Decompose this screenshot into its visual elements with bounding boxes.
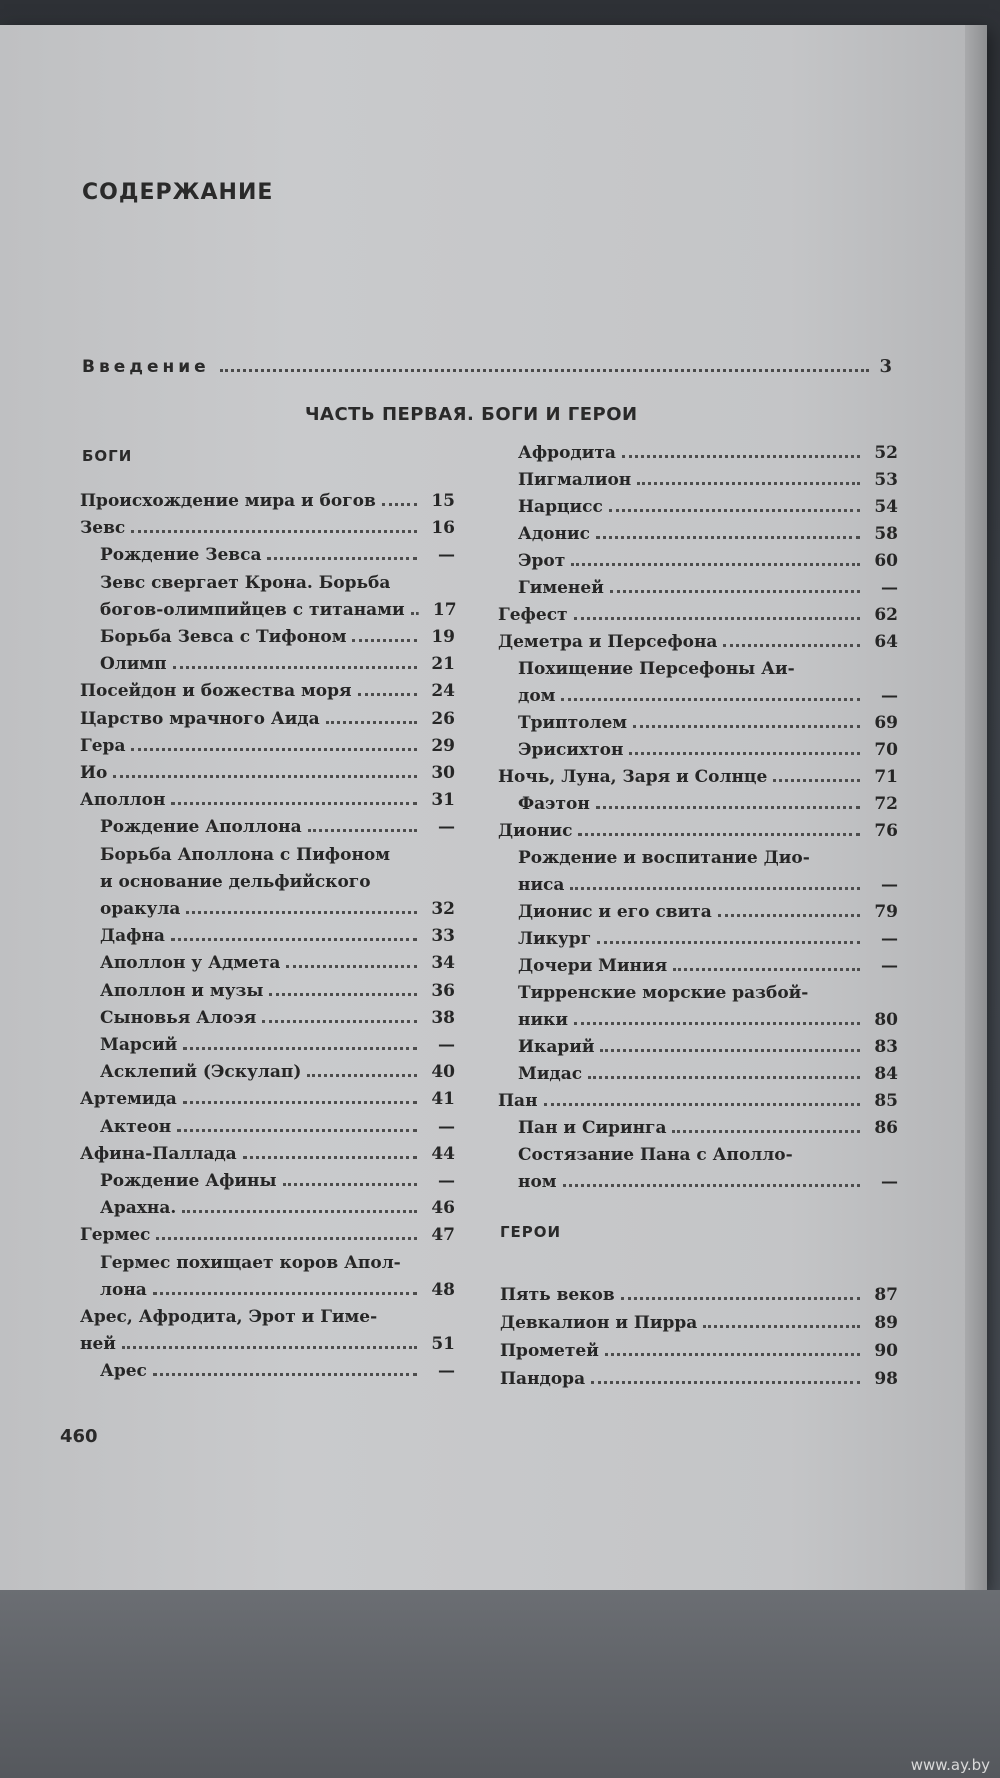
toc-entry-page: 41 xyxy=(431,1089,455,1110)
toc-entry xyxy=(100,1358,455,1385)
toc-entry xyxy=(80,1304,455,1331)
toc-entry-page: 87 xyxy=(874,1285,898,1305)
toc-entry-page: 84 xyxy=(874,1064,898,1084)
toc-entry-title: Адонис xyxy=(518,524,590,544)
toc-entry-title: Фаэтон xyxy=(518,794,590,814)
toc-entry xyxy=(100,1005,455,1032)
toc-entry-page: 64 xyxy=(874,632,898,652)
toc-entry-title: Артемида xyxy=(80,1089,177,1110)
toc-entry-page: 52 xyxy=(874,443,898,463)
toc-entry-title: Ночь, Луна, Заря и Солнце xyxy=(498,767,768,787)
part-title: ЧАСТЬ ПЕРВАЯ. БОГИ И ГЕРОИ xyxy=(305,404,638,425)
toc-entry-title: Марсий xyxy=(100,1035,178,1055)
leader-dots xyxy=(183,1091,417,1104)
toc-entry-page: 16 xyxy=(431,518,455,539)
toc-entry xyxy=(100,1168,455,1195)
toc-entry xyxy=(100,597,455,624)
toc-entry xyxy=(518,710,898,737)
leader-dots xyxy=(597,931,860,944)
toc-entry xyxy=(498,629,898,656)
toc-intro-row xyxy=(82,356,892,384)
toc-entry xyxy=(80,706,455,733)
leader-dots xyxy=(571,553,860,566)
toc-entry xyxy=(518,1061,898,1088)
toc-entry-title: Пигмалион xyxy=(518,470,632,490)
toc-entry-title: лона xyxy=(100,1279,147,1300)
leader-dots xyxy=(153,1282,417,1295)
toc-entry-page: — xyxy=(881,956,898,976)
toc-entry xyxy=(80,1086,455,1113)
leader-dots xyxy=(718,904,860,917)
toc-entry xyxy=(518,845,898,872)
toc-entry xyxy=(518,1142,898,1169)
toc-entry-page: 30 xyxy=(431,763,455,783)
toc-entry-title: Рождение и воспитание Дио- xyxy=(518,848,810,868)
leader-dots xyxy=(591,1371,860,1384)
toc-entry xyxy=(518,899,898,926)
toc-entry xyxy=(518,467,898,494)
toc-entry xyxy=(100,1059,455,1086)
page-number: 460 xyxy=(60,1426,98,1447)
toc-entry-page: — xyxy=(881,875,898,895)
toc-entry-page: 24 xyxy=(431,681,455,702)
toc-entry-page: 98 xyxy=(874,1369,898,1389)
leader-dots xyxy=(131,520,417,533)
toc-entry-title: Похищение Персефоны Аи- xyxy=(518,659,795,679)
toc-entry xyxy=(518,791,898,818)
leader-dots xyxy=(544,1093,860,1106)
toc-entry-title: Олимп xyxy=(100,654,167,675)
toc-entry-title: Пан xyxy=(498,1091,538,1111)
leader-dots xyxy=(382,493,417,506)
toc-entry-title: богов-олимпийцев с титанами xyxy=(100,599,405,620)
toc-entry xyxy=(100,624,455,651)
toc-entry-title: Гименей xyxy=(518,578,604,598)
toc-entry-page: 62 xyxy=(874,605,898,625)
leader-dots xyxy=(574,607,860,620)
toc-entry-title: Ио xyxy=(80,763,108,783)
toc-entry-title: Мидас xyxy=(518,1064,583,1084)
toc-entry-page: 89 xyxy=(874,1313,898,1333)
leader-dots xyxy=(609,499,860,512)
toc-entry-page: 90 xyxy=(874,1341,898,1361)
leader-dots xyxy=(326,711,417,724)
toc-entry-title: Гермес xyxy=(80,1225,151,1246)
toc-entry-page: — xyxy=(438,1035,455,1055)
toc-entry-title: Тирренские морские разбой- xyxy=(518,983,809,1003)
leader-dots xyxy=(177,1119,417,1132)
toc-entry-page: — xyxy=(881,929,898,949)
toc-entry xyxy=(518,656,898,683)
leader-dots xyxy=(570,877,860,890)
toc-entry-title: Арес xyxy=(100,1361,147,1382)
table-surface xyxy=(0,1590,1000,1778)
toc-entry xyxy=(100,1277,455,1304)
leader-dots xyxy=(596,526,860,539)
toc-entry xyxy=(80,733,455,760)
toc-entry-title: Аполлон у Адмета xyxy=(100,953,281,974)
toc-entry-page: 44 xyxy=(431,1143,455,1164)
toc-entry xyxy=(518,1034,898,1061)
toc-entry-page: 71 xyxy=(874,767,898,787)
toc-entry xyxy=(500,1282,898,1309)
leader-dots xyxy=(672,1120,860,1133)
leader-dots xyxy=(153,1363,417,1376)
toc-entry-title: Зевс свергает Крона. Борьба xyxy=(100,572,391,593)
toc-entry-title: Царство мрачного Аида xyxy=(80,708,320,729)
leader-dots xyxy=(411,602,419,615)
leader-dots xyxy=(173,656,417,669)
leader-dots xyxy=(622,445,860,458)
toc-entry-title: Нарцисс xyxy=(518,497,603,517)
toc-entry-page: 40 xyxy=(431,1062,455,1083)
toc-entry-title: Икарий xyxy=(518,1037,595,1057)
toc-entry-title: Асклепий (Эскулап) xyxy=(100,1062,302,1083)
toc-entry-title: ники xyxy=(518,1010,568,1030)
leader-dots xyxy=(220,357,870,372)
toc-entry xyxy=(100,651,455,678)
toc-entry xyxy=(500,1366,898,1393)
toc-entry-title: Дионис xyxy=(498,821,573,841)
leader-dots xyxy=(182,1200,417,1213)
toc-entry xyxy=(518,494,898,521)
toc-entry-title: оракула xyxy=(100,899,181,919)
section-heading-gods: БОГИ xyxy=(82,447,133,465)
toc-entry-title: Пан и Сиринга xyxy=(518,1118,667,1138)
toc-entry-page: — xyxy=(438,1116,455,1137)
toc-entry-title: Афина-Паллада xyxy=(80,1143,237,1164)
toc-entry-page: 15 xyxy=(431,491,455,511)
leader-dots xyxy=(621,1287,860,1300)
toc-entry-page: 21 xyxy=(431,654,455,675)
leader-dots xyxy=(156,1227,417,1240)
toc-entry-title: Аполлон и музы xyxy=(100,980,264,1001)
toc-entry xyxy=(100,869,455,896)
toc-entry xyxy=(500,1310,898,1337)
toc-entry-page: 79 xyxy=(874,902,898,922)
toc-entry xyxy=(80,1222,455,1249)
toc-entry-page: 47 xyxy=(431,1225,455,1246)
toc-entry xyxy=(80,515,455,542)
toc-entry-page: 34 xyxy=(431,953,455,974)
leader-dots xyxy=(703,1315,860,1328)
leader-dots xyxy=(307,1064,417,1077)
toc-entry-title: ном xyxy=(518,1172,557,1192)
toc-entry-title: Борьба Зевса с Тифоном xyxy=(100,627,347,647)
toc-entry-page: 85 xyxy=(874,1091,898,1111)
toc-entry xyxy=(100,1114,455,1141)
toc-entry xyxy=(80,760,455,787)
toc-entry-title: Гермес похищает коров Апол- xyxy=(100,1252,401,1273)
toc-entry-page: 83 xyxy=(874,1037,898,1057)
toc-entry xyxy=(498,1088,898,1115)
toc-entry-page: — xyxy=(881,1172,898,1192)
toc-entry-page: 46 xyxy=(431,1198,455,1219)
leader-dots xyxy=(171,792,417,805)
leader-dots xyxy=(629,742,860,755)
toc-entry-title: Рождение Аполлона xyxy=(100,817,302,838)
toc-entry xyxy=(518,683,898,710)
toc-entry xyxy=(518,1115,898,1142)
toc-entry-page: 86 xyxy=(874,1118,898,1138)
leader-dots xyxy=(723,634,860,647)
toc-entry xyxy=(100,1250,455,1277)
leader-dots xyxy=(186,901,417,914)
leader-dots xyxy=(574,1012,860,1025)
page-edge xyxy=(965,25,987,1590)
toc-entry xyxy=(100,978,455,1005)
leader-dots xyxy=(262,1010,417,1023)
toc-entry-title: Прометей xyxy=(500,1341,599,1361)
toc-entry-page: 33 xyxy=(431,926,455,947)
toc-entry-page: 80 xyxy=(874,1010,898,1030)
leader-dots xyxy=(610,580,860,593)
toc-entry-page: — xyxy=(438,545,455,566)
toc-entry xyxy=(498,818,898,845)
toc-entry xyxy=(80,678,455,705)
leader-dots xyxy=(171,928,417,941)
toc-entry xyxy=(518,737,898,764)
leader-dots xyxy=(358,683,417,696)
toc-entry xyxy=(518,548,898,575)
toc-entry xyxy=(518,575,898,602)
toc-entry xyxy=(518,953,898,980)
leader-dots xyxy=(596,796,860,809)
leader-dots xyxy=(600,1039,860,1052)
toc-entry-title: ниса xyxy=(518,875,565,895)
toc-entry-page: — xyxy=(438,1171,455,1191)
leader-dots xyxy=(563,1174,860,1187)
toc-entry-title: Пандора xyxy=(500,1369,586,1389)
toc-entry xyxy=(518,980,898,1007)
page-title: СОДЕРЖАНИЕ xyxy=(82,180,274,205)
leader-dots xyxy=(286,955,417,968)
toc-entry-page: 76 xyxy=(874,821,898,841)
toc-entry xyxy=(100,814,455,841)
toc-entry-page: 48 xyxy=(431,1279,455,1300)
toc-entry xyxy=(500,1338,898,1365)
toc-entry-title: Состязание Пана с Аполло- xyxy=(518,1145,793,1165)
toc-entry-page: 72 xyxy=(874,794,898,814)
toc-entry-title: Актеон xyxy=(100,1116,172,1137)
leader-dots xyxy=(131,738,417,751)
toc-entry xyxy=(100,542,455,569)
toc-entry-title: Эрот xyxy=(518,551,566,571)
toc-entry-title: Арахна. xyxy=(100,1198,177,1219)
leader-dots xyxy=(578,823,860,836)
leader-dots xyxy=(633,715,860,728)
toc-entry-page: — xyxy=(881,686,898,706)
toc-entry xyxy=(80,488,455,515)
leader-dots xyxy=(773,769,860,782)
toc-entry-title: Дафна xyxy=(100,926,165,947)
toc-entry xyxy=(100,1032,455,1059)
toc-entry xyxy=(498,764,898,791)
toc-entry-title: Происхождение мира и богов xyxy=(80,491,376,511)
toc-entry-title: Гера xyxy=(80,735,126,756)
toc-entry-page: 29 xyxy=(431,735,455,756)
toc-entry-page: 54 xyxy=(874,497,898,517)
toc-entry-title: Арес, Афродита, Эрот и Гиме- xyxy=(80,1307,378,1327)
leader-dots xyxy=(605,1343,860,1356)
section-heading-heroes: ГЕРОИ xyxy=(500,1223,562,1241)
toc-entry-title: Дионис и его свита xyxy=(518,902,712,922)
toc-entry-page: — xyxy=(438,817,455,838)
toc-entry-title: Ликург xyxy=(518,929,592,949)
toc-entry-page: 53 xyxy=(874,470,898,490)
toc-entry xyxy=(518,1169,898,1196)
toc-entry-page: 31 xyxy=(431,790,455,811)
toc-entry xyxy=(518,926,898,953)
toc-entry-title: Рождение Зевса xyxy=(100,545,262,566)
toc-entry-page: — xyxy=(438,1361,455,1382)
toc-entry-title: Посейдон и божества моря xyxy=(80,681,352,702)
leader-dots xyxy=(352,629,417,642)
toc-entry-title: Эрисихтон xyxy=(518,740,624,760)
toc-entry-page: 60 xyxy=(874,551,898,571)
toc-entry xyxy=(100,570,455,597)
leader-dots xyxy=(122,1336,417,1349)
toc-entry xyxy=(518,1007,898,1034)
toc-entry-page: 69 xyxy=(874,713,898,733)
toc-entry-title: Аполлон xyxy=(80,790,166,811)
toc-entry-page: 19 xyxy=(431,627,455,647)
leader-dots xyxy=(561,688,860,701)
toc-entry-title: дом xyxy=(518,686,556,706)
leader-dots xyxy=(673,958,860,971)
leader-dots xyxy=(283,1173,418,1186)
toc-entry-title: ней xyxy=(80,1334,116,1355)
toc-entry-title: Афродита xyxy=(518,443,616,463)
toc-entry xyxy=(100,896,455,923)
leader-dots xyxy=(267,547,417,560)
toc-entry-page: — xyxy=(881,578,898,598)
toc-entry-title: Триптолем xyxy=(518,713,628,733)
toc-entry xyxy=(518,521,898,548)
leader-dots xyxy=(269,983,417,996)
toc-entry-title: Деметра и Персефона xyxy=(498,632,718,652)
toc-entry-page: 70 xyxy=(874,740,898,760)
toc-entry-title: Гефест xyxy=(498,605,568,625)
toc-entry xyxy=(100,950,455,977)
toc-intro-label: Введение xyxy=(82,357,210,377)
toc-entry-title: Рождение Афины xyxy=(100,1171,277,1191)
toc-entry xyxy=(100,923,455,950)
leader-dots xyxy=(183,1037,417,1050)
toc-entry xyxy=(80,1331,455,1358)
toc-entry-page: 58 xyxy=(874,524,898,544)
toc-intro-page: 3 xyxy=(879,356,892,377)
toc-entry-title: Сыновья Алоэя xyxy=(100,1007,257,1028)
watermark: www.ay.by xyxy=(910,1756,990,1774)
toc-entry-title: Борьба Аполлона с Пифоном xyxy=(100,844,391,865)
toc-entry xyxy=(100,1195,455,1222)
toc-entry xyxy=(498,602,898,629)
toc-entry-title: и основание дельфийского xyxy=(100,871,371,892)
leader-dots xyxy=(588,1066,860,1079)
toc-entry xyxy=(100,842,455,869)
toc-entry xyxy=(518,440,898,467)
toc-entry-title: Пять веков xyxy=(500,1285,615,1305)
leader-dots xyxy=(113,765,417,778)
toc-entry-title: Дочери Миния xyxy=(518,956,668,976)
toc-entry-page: 51 xyxy=(431,1334,455,1355)
toc-entry-title: Девкалион и Пирра xyxy=(500,1313,698,1333)
leader-dots xyxy=(637,472,860,485)
toc-entry-page: 17 xyxy=(432,599,457,620)
toc-entry xyxy=(518,872,898,899)
toc-entry-page: 36 xyxy=(431,980,455,1001)
toc-entry-page: 32 xyxy=(431,899,455,919)
toc-entry-page: 26 xyxy=(431,708,455,729)
toc-entry-title: Зевс xyxy=(80,518,126,539)
leader-dots xyxy=(243,1146,417,1159)
toc-entry xyxy=(80,787,455,814)
toc-entry xyxy=(80,1141,455,1168)
toc-entry-page: 38 xyxy=(431,1007,455,1028)
leader-dots xyxy=(308,819,417,832)
